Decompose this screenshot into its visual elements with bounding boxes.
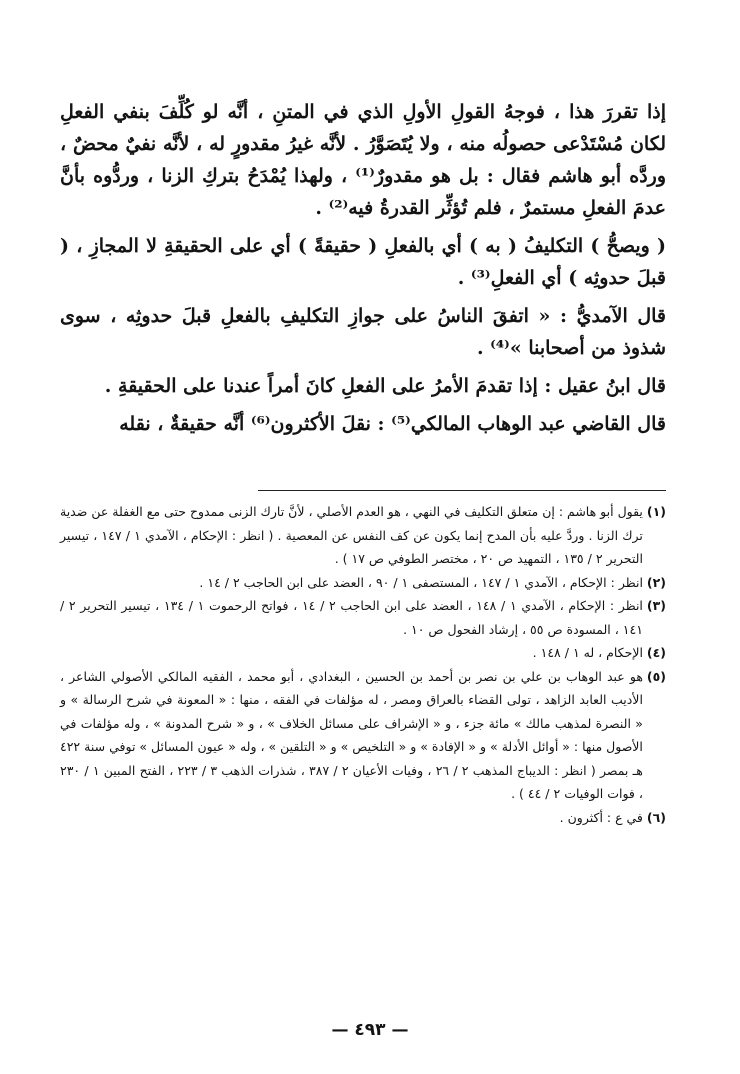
- footnote-5: [60, 665, 666, 806]
- footnotes: [60, 500, 666, 829]
- footnote-number: (٦): [646, 809, 666, 825]
- footnote-2: [60, 571, 666, 595]
- main-paragraph-4: قال ابنُ عقيل : إذا تقدمَ الأمرُ على الفعلِ كانَ أمراً عندنا على الحقيقةِ .: [104, 375, 666, 397]
- footnote-text: انظر : الإحكام ، الآمدي ١ / ١٤٧ ، المستصفى ١ / ٩٠ ، العضد على ابن الحاجب ٢ / ١٤ .: [199, 574, 643, 590]
- footnote-number: (٥): [646, 668, 666, 684]
- footnote-text: هو عبد الوهاب بن علي بن نصر بن أحمد بن الحسين ، البغدادي ، أبو محمد ، الفقيه المالكي الأصولي الشاعر ، الأديب العابد الزاهد ، تولى القضاء بالعراق ومصر ، له مؤلفات في الفقه ، منها : « المعونة في شرح الرسالة » و « النصرة لمذهب مالك » مائة جزء ، و « الإشراف على مسائل الخلاف » ، و « شرح المدونة » ، وله مؤلفات في الأصول منها : « أوائل الأدلة » و « الإفادة » و « التلخيص » و « التلقين » ، وله « عيون المسائل » توفي سنة ٤٢٢ هـ بمصر ( انظر : الديباج المذهب ٢ / ٢٦ ، وفيات الأعيان ٢ / ٣٨٧ ، شذرات الذهب ٣ / ٢٢٣ ، الفتح المبين ١ / ٢٣٠ ، فوات الوفيات ٢ / ٤٤ ) .: [60, 668, 643, 801]
- footnote-1: [60, 500, 666, 571]
- main-paragraph-1: إذا تقررَ هذا ، فوجهُ القولِ الأولِ الذي في المتنِ ، أنَّه لو كُلِّفَ بنفي الفعلِ لكان مُسْتَدْعى حصولُه منه ، ولا يُتَصَوَّرُ . لأنَّه غيرُ مقدورٍ له ، لأنَّه نفيٌ محضٌ ، وردَّه أبو هاشم فقال : بل هو مقدورٌ⁽¹⁾ ، ولهذا يُمْدَحُ بتركِ الزنا ، وردُّوه بأنَّ عدمَ الفعلِ مستمرٌ ، فلم تُؤثِّر القدرةُ فيه⁽²⁾ .: [60, 101, 667, 219]
- footnote-divider: [258, 490, 666, 491]
- page-number: — ٤٩٣ —: [331, 1020, 409, 1040]
- footnote-number: (٢): [646, 574, 666, 590]
- main-paragraph-5: قال القاضي عبد الوهاب المالكي⁽⁵⁾ : نقلَ الأكثرون⁽⁶⁾ أنَّه حقيقةٌ ، نقله: [119, 413, 666, 435]
- main-paragraph-2: ( ويصحُّ ) التكليفُ ( به ) أي بالفعلِ ( حقيقةً ) أي على الحقيقةِ لا المجازِ ، ( قبلَ حدوثِه ) أي الفعلِ⁽³⁾ .: [60, 235, 666, 289]
- footnote-3: [60, 594, 666, 641]
- footnote-text: في ع : أكثرون .: [559, 809, 643, 825]
- footnote-number: (٣): [646, 598, 666, 613]
- footnote-number: (١): [646, 504, 666, 519]
- footnote-4: [60, 641, 666, 665]
- footnote-text: يقول أبو هاشم : إن متعلق التكليف في النهي ، هو العدم الأصلي ، لأنَّ تارك الزنى ممدوح حتى مع الغفلة عن ضدية ترك الزنا . وردَّ عليه بأن المدح إنما يكون عن كف النفس عن المعصية . ( انظر : الإحكام ، الآمدي ١ / ١٤٧ ، تيسير التحرير ٢ / ١٣٥ ، التمهيد ص ٢٠ ، مختصر الطوفي ص ١٧ ) .: [60, 504, 643, 566]
- main-text: [60, 96, 666, 446]
- footnote-6: [60, 806, 666, 830]
- footnote-text: انظر : الإحكام ، الآمدي ١ / ١٤٨ ، العضد على ابن الحاجب ٢ / ١٤ ، فواتح الرحموت ١ / ١٣٤ ، تيسير التحرير ٢ / ١٤١ ، المسودة ص ٥٥ ، إرشاد الفحول ص ١٠ .: [60, 598, 643, 637]
- main-paragraph-3: قال الآمديُّ : « اتفقَ الناسُ على جوازِ التكليفِ بالفعلِ قبلَ حدوثِه ، سوى شذوذ من أصحابنا »⁽⁴⁾ .: [60, 305, 666, 359]
- footnote-number: (٤): [646, 645, 666, 660]
- footnote-text: الإحكام ، له ١ / ١٤٨ .: [532, 645, 643, 660]
